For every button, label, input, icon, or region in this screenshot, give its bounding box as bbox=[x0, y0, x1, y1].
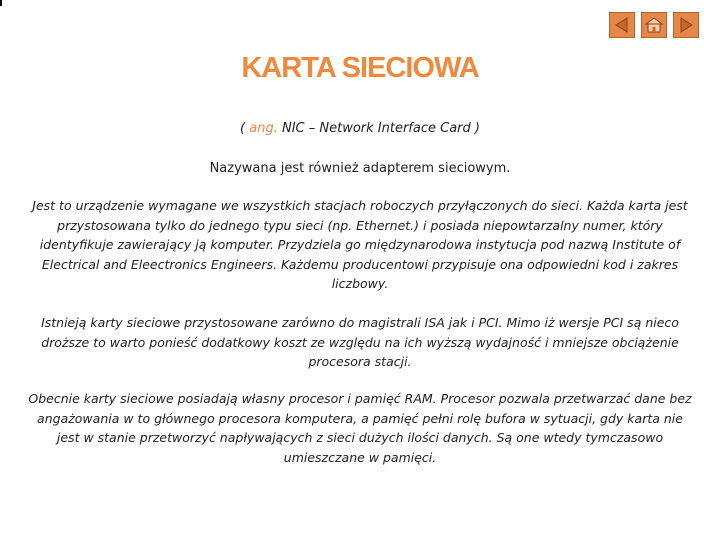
paragraph-definition: Jest to urządzenie wymagane we wszystkich stacjach roboczych przyłączonych do sieci. Każda karta jest przystosowana tylko do jednego typu sieci (np. Ethernet.) i posiada niepowtarzalny numer, który identyfikuje zawierający ją komputer. Przydziela go międzynarodowa instytucja pod nazwą Institute of Electrical and Eleectronics Engineers. Każdemu producentowi przypisuje ona odpowiedni kod i zakres liczbowy. bbox=[32, 198, 688, 291]
home-button[interactable] bbox=[641, 12, 667, 38]
slide-navigation bbox=[609, 12, 699, 38]
triangle-right-icon bbox=[676, 15, 696, 35]
subtitle bbox=[0, 121, 720, 136]
subtitle-rest: NIC – Network Interface Card ) bbox=[277, 121, 480, 136]
alias-line bbox=[0, 161, 720, 176]
subtitle-ang: ang. bbox=[249, 121, 278, 136]
triangle-left-icon bbox=[612, 15, 632, 35]
slide-title: KARTA SIECIOWA bbox=[241, 52, 479, 84]
alias-term: adapterem sieciowym bbox=[362, 161, 507, 176]
home-icon bbox=[644, 15, 664, 35]
alias-prefix: Nazywana jest również bbox=[209, 161, 363, 176]
corner-mark bbox=[0, 0, 2, 6]
paragraph-bus-types: Istnieją karty sieciowe przystosowane zarówno do magistrali ISA jak i PCI. Mimo iż wersje PCI są nieco droższe to warto ponieść dodatkowy koszt ze względu na ich wyższą wydajność i mniejsze obciążenie procesora stacji. bbox=[41, 315, 679, 369]
subtitle-open: ( bbox=[240, 121, 250, 136]
alias-suffix: . bbox=[506, 161, 511, 176]
next-slide-button[interactable] bbox=[673, 12, 699, 38]
previous-slide-button[interactable] bbox=[609, 12, 635, 38]
paragraph-processor-memory: Obecnie karty sieciowe posiadają własny procesor i pamięć RAM. Procesor pozwala przetwarzać dane bez angażowania w to głównego procesora komputera, a pamięć pełni rolę bufora w sytuacji, gdy karta nie jest w stanie przetworzyć napływających z sieci dużych ilości danych. Są one wtedy tymczasowo umieszczane w pamięci. bbox=[28, 391, 692, 465]
